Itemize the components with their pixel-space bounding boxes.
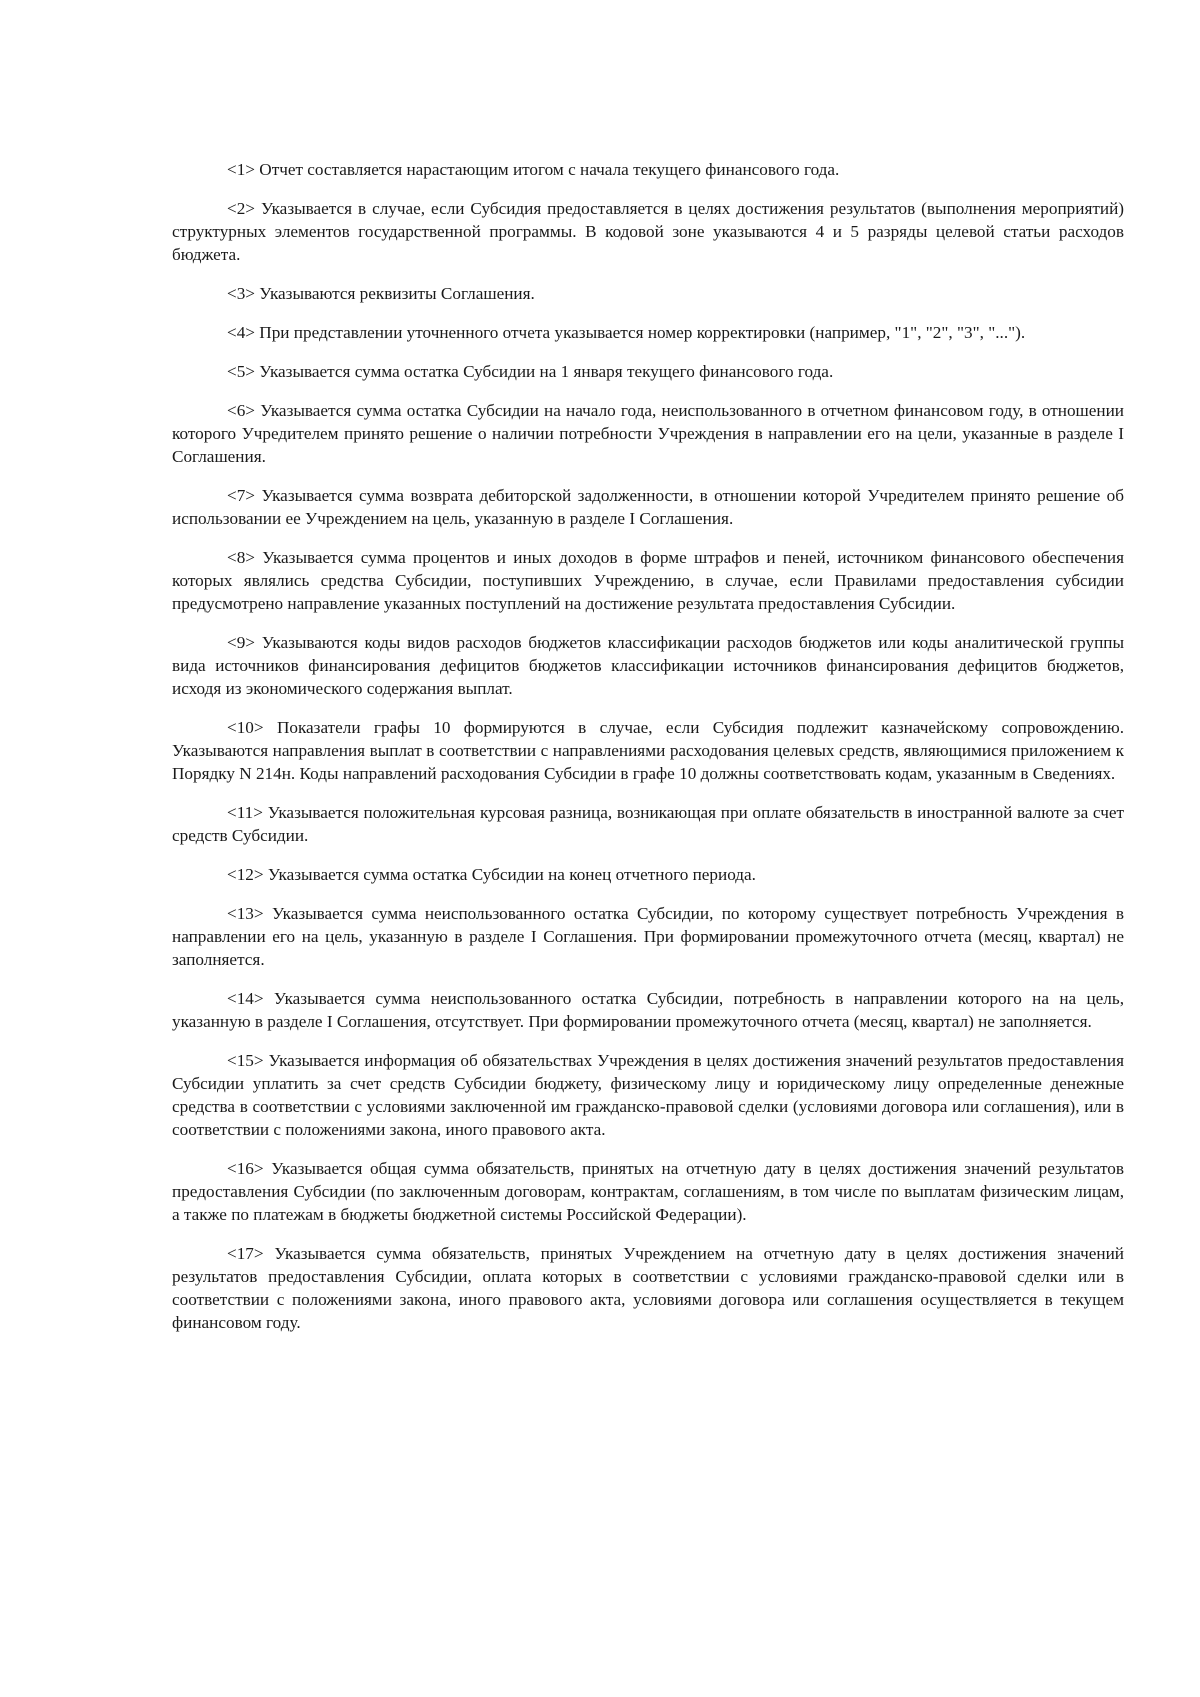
document-page (172, 158, 1124, 1350)
footnote-text: Указывается в случае, если Субсидия предоставляется в целях достижения результатов (выполнения мероприятий) структурных элементов государственной программы. В кодовой зоне указываются 4 и 5 разряды целевой статьи расходов бюджета. (172, 199, 1125, 264)
footnote-14 (172, 987, 1124, 1033)
footnote-text: Указываются реквизиты Соглашения. (259, 284, 535, 303)
footnote-13 (172, 902, 1124, 971)
footnote-text: Указывается сумма процентов и иных доходов в форме штрафов и пеней, источником финансового обеспечения которых являлись средства Субсидии, поступивших Учреждению, в случае, если Правилами предоставления субсидии предусмотрено направление указанных поступлений на достижение результата предоставления Субсидии. (172, 548, 1125, 613)
footnote-marker: <7> (227, 486, 255, 505)
footnote-marker: <17> (227, 1244, 264, 1263)
footnote-marker: <13> (227, 904, 264, 923)
footnote-text: Указывается сумма остатка Субсидии на 1 января текущего финансового года. (259, 362, 834, 381)
footnote-marker: <1> (227, 160, 255, 179)
footnote-marker: <3> (227, 284, 255, 303)
footnote-12 (172, 863, 1124, 886)
footnote-15 (172, 1049, 1124, 1141)
footnote-text: Указывается положительная курсовая разница, возникающая при оплате обязательств в иностранной валюте за счет средств Субсидии. (172, 803, 1125, 845)
footnote-text: Указывается общая сумма обязательств, принятых на отчетную дату в целях достижения значений результатов предоставления Субсидии (по заключенным договорам, контрактам, соглашениям, в том числе по выплатам физическим лицам, а также по платежам в бюджеты бюджетной системы Российской Федерации). (172, 1159, 1124, 1224)
footnote-marker: <11> (227, 803, 263, 822)
footnote-marker: <8> (227, 548, 255, 567)
footnote-text: Указывается сумма неиспользованного остатка Субсидии, потребность в направлении которого на на цель, указанную в разделе I Соглашения, отсутствует. При формировании промежуточного отчета (месяц, квартал) не заполняется. (172, 989, 1125, 1031)
footnote-8 (172, 546, 1124, 615)
footnote-marker: <16> (227, 1159, 264, 1178)
footnote-marker: <14> (227, 989, 264, 1008)
footnote-marker: <15> (227, 1051, 264, 1070)
footnote-text: Указывается сумма неиспользованного остатка Субсидии, по которому существует потребность Учреждения в направлении его на цель, указанную в разделе I Соглашения. При формировании промежуточного отчета (месяц, квартал) не заполняется. (172, 904, 1125, 969)
footnote-marker: <9> (227, 633, 255, 652)
footnote-6 (172, 399, 1124, 468)
footnote-1 (172, 158, 1124, 181)
footnote-17 (172, 1242, 1124, 1334)
footnote-text: Отчет составляется нарастающим итогом с начала текущего финансового года. (259, 160, 840, 179)
footnote-4 (172, 321, 1124, 344)
footnote-marker: <4> (227, 323, 255, 342)
footnote-16 (172, 1157, 1124, 1226)
footnote-9 (172, 631, 1124, 700)
footnote-text: Указываются коды видов расходов бюджетов классификации расходов бюджетов или коды аналитической группы вида источников финансирования дефицитов бюджетов классификации источников финансирования дефицитов бюджетов, исходя из экономического содержания выплат. (172, 633, 1125, 698)
footnote-text: При представлении уточненного отчета указывается номер корректировки (например, "1", "2", "3", "..."). (259, 323, 1026, 342)
footnote-marker: <12> (227, 865, 264, 884)
footnote-text: Указывается сумма обязательств, принятых Учреждением на отчетную дату в целях достижения значений результатов предоставления Субсидии, оплата которых в соответствии с условиями гражданско-правовой сделки или в соответствии с положениями закона, иного правового акта, условиями договора или соглашения осуществляется в текущем финансовом году. (172, 1244, 1125, 1332)
footnote-11 (172, 801, 1124, 847)
footnote-2 (172, 197, 1124, 266)
footnote-marker: <2> (227, 199, 255, 218)
footnote-text: Показатели графы 10 формируются в случае, если Субсидия подлежит казначейскому сопровождению. Указываются направления выплат в соответствии с направлениями расходования целевых средств, являющимися приложением к Порядку N 214н. Коды направлений расходования Субсидии в графе 10 должны соответствовать кодам, указанным в Сведениях. (172, 718, 1124, 783)
footnote-5 (172, 360, 1124, 383)
footnote-7 (172, 484, 1124, 530)
footnote-marker: <6> (227, 401, 255, 420)
footnote-marker: <5> (227, 362, 255, 381)
footnote-text: Указывается информация об обязательствах Учреждения в целях достижения значений результатов предоставления Субсидии уплатить за счет средств Субсидии бюджету, физическому лицу и юридическому лицу определенные денежные средства в соответствии с условиями заключенной им гражданско-правовой сделки (условиями договора или соглашения), или в соответствии с положениями закона, иного правового акта. (172, 1051, 1124, 1139)
footnote-text: Указывается сумма остатка Субсидии на начало года, неиспользованного в отчетном финансовом году, в отношении которого Учредителем принято решение о наличии потребности Учреждения в направлении его на цели, указанные в разделе I Соглашения. (172, 401, 1125, 466)
footnote-3 (172, 282, 1124, 305)
footnote-text: Указывается сумма возврата дебиторской задолженности, в отношении которой Учредителем принято решение об использовании ее Учреждением на цель, указанную в разделе I Соглашения. (172, 486, 1125, 528)
footnote-10 (172, 716, 1124, 785)
footnote-text: Указывается сумма остатка Субсидии на конец отчетного периода. (267, 865, 756, 884)
footnote-marker: <10> (227, 718, 264, 737)
